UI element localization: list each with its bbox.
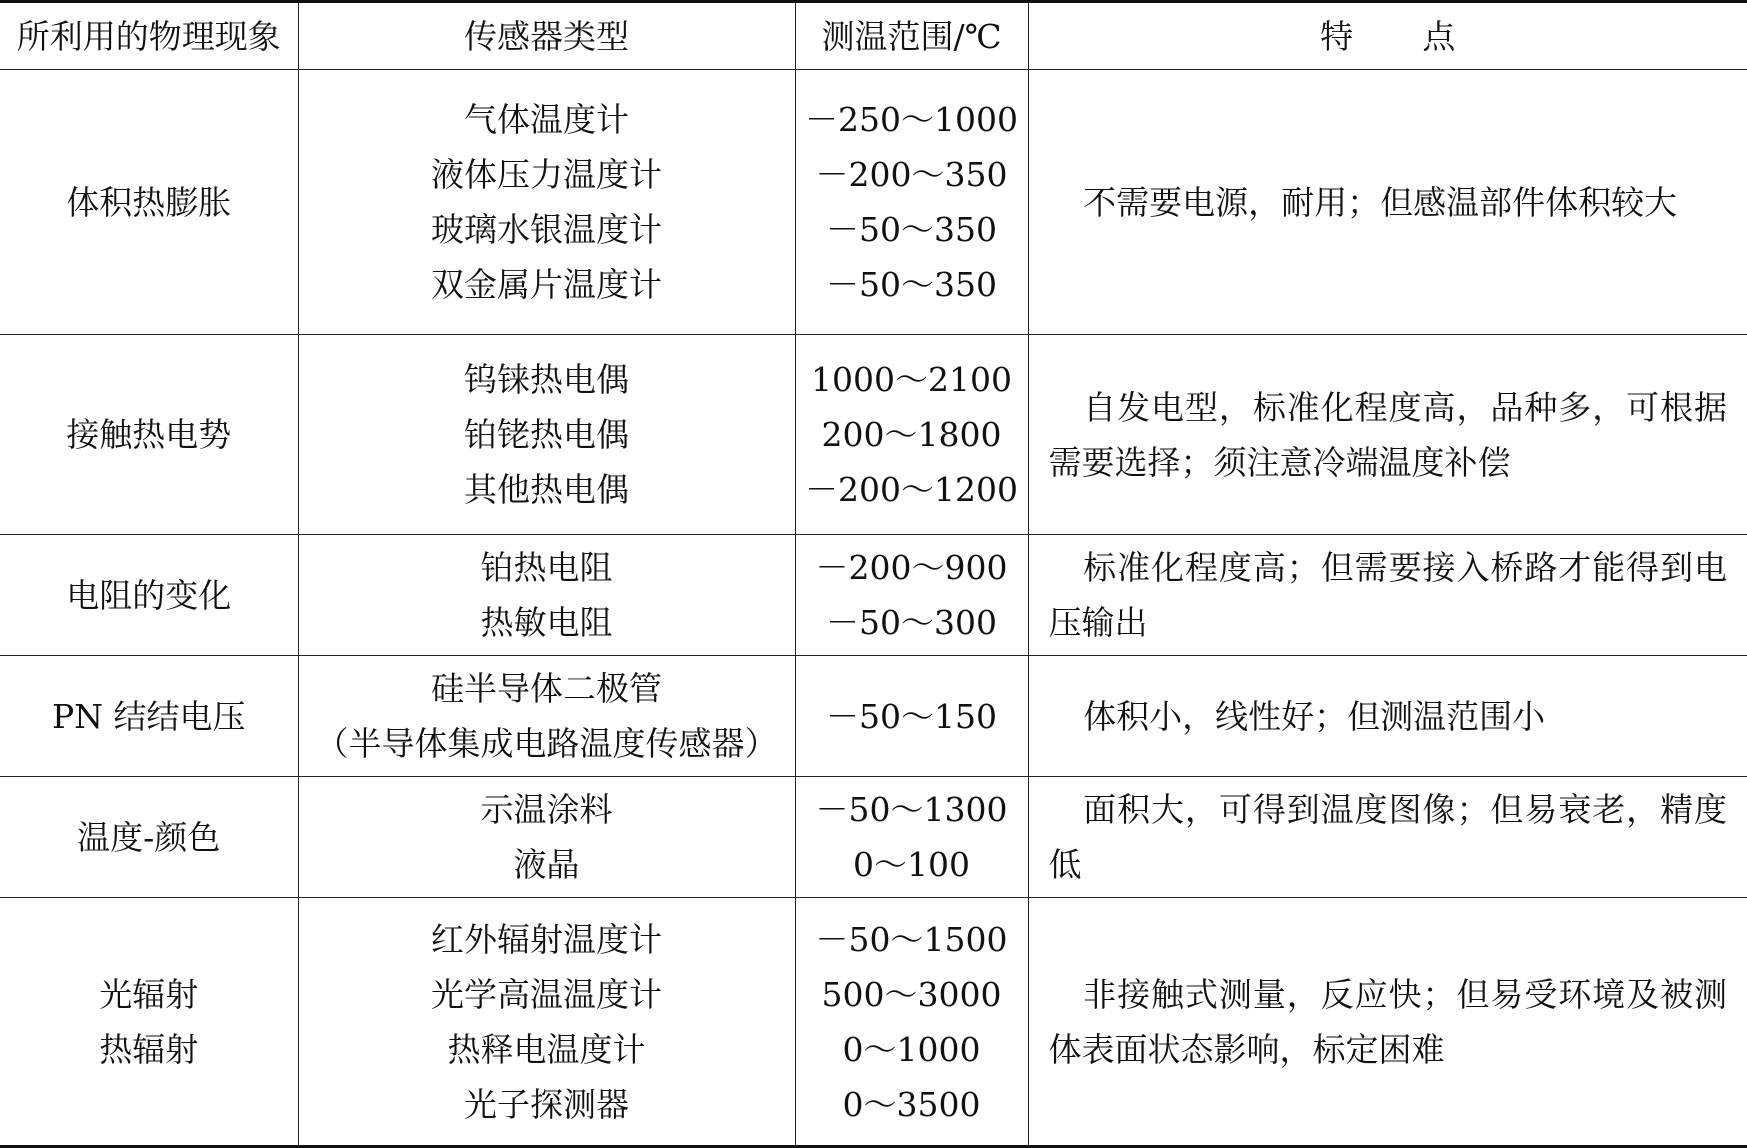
sensor-type: 钨铼热电偶 (464, 360, 629, 399)
temperature-range: 500～3000 (821, 974, 1002, 1014)
phenomenon-cell (0, 898, 298, 1147)
features-text: 不需要电源，耐用；但感温部件体积较大 (1083, 182, 1678, 222)
table-row (0, 656, 1747, 777)
sensor-type: 其他热电偶 (464, 470, 629, 509)
sensor-type: 热敏电阻 (480, 603, 613, 642)
features-cell (1028, 656, 1747, 777)
range-cell (795, 656, 1028, 777)
sensor-type: 示温涂料 (480, 790, 613, 829)
sensor-type: 光子探测器 (464, 1084, 629, 1124)
temperature-range: －50～300 (826, 603, 997, 642)
phenomenon-text: PN 结结电压 (51, 696, 246, 736)
temperature-range: 200～1800 (821, 415, 1002, 454)
temperature-range: －50～150 (826, 696, 997, 736)
phenomenon-text: 光辐射 (99, 974, 199, 1014)
sensor-type: 硅半导体二极管 (431, 669, 662, 708)
sensor-type-cell (298, 535, 795, 656)
header-temperature-range: 测温范围/℃ (795, 2, 1028, 70)
phenomenon-text: 温度-颜色 (77, 817, 221, 857)
temperature-range: －50～350 (826, 265, 997, 304)
sensor-type: 光学高温温度计 (431, 974, 662, 1014)
features-cell (1028, 777, 1747, 898)
sensor-type: 红外辐射温度计 (431, 919, 662, 959)
features-cell (1028, 898, 1747, 1147)
sensor-type-cell (298, 656, 795, 777)
sensor-type: 玻璃水银温度计 (431, 210, 662, 249)
header-features-label: 特点 (1320, 16, 1525, 56)
sensor-type: 热释电温度计 (447, 1029, 646, 1069)
range-cell (795, 898, 1028, 1147)
header-phenomenon: 所利用的物理现象 (0, 2, 298, 70)
range-cell (795, 535, 1028, 656)
sensor-type-cell (298, 777, 795, 898)
features-text: 面积大，可得到温度图像；但易衰老，精度低 (1048, 790, 1727, 884)
temperature-range: －200～350 (815, 155, 1008, 194)
temperature-range: 0～3500 (842, 1084, 981, 1124)
sensor-type: 液晶 (513, 845, 580, 884)
features-text: 标准化程度高；但需要接入桥路才能得到电压输出 (1048, 548, 1727, 642)
table-row (0, 70, 1747, 335)
range-cell (795, 70, 1028, 335)
sensor-type: 气体温度计 (464, 100, 629, 139)
phenomenon-text: 热辐射 (99, 1029, 199, 1069)
sensor-type: 双金属片温度计 (431, 265, 662, 304)
sensor-type: 铂铑热电偶 (464, 415, 629, 454)
temperature-range: －50～1300 (815, 790, 1008, 829)
features-cell (1028, 335, 1747, 535)
temperature-range: 0～100 (853, 845, 970, 884)
table-row (0, 535, 1747, 656)
temperature-range: －50～1500 (815, 919, 1008, 959)
temperature-range: 0～1000 (842, 1029, 981, 1069)
phenomenon-cell (0, 335, 298, 535)
phenomenon-cell (0, 777, 298, 898)
table-row (0, 898, 1747, 1147)
header-sensor-type: 传感器类型 (298, 2, 795, 70)
sensor-type: （半导体集成电路温度传感器） (315, 724, 778, 763)
phenomenon-cell (0, 656, 298, 777)
phenomenon-text: 接触热电势 (66, 415, 232, 454)
table-row (0, 335, 1747, 535)
sensor-type-cell (298, 335, 795, 535)
sensor-type: 铂热电阻 (480, 548, 613, 587)
temperature-range: －250～1000 (805, 100, 1018, 139)
sensor-type: 液体压力温度计 (431, 155, 662, 194)
table-header-row (0, 2, 1747, 70)
temperature-range: －200～900 (815, 548, 1008, 587)
header-features (1028, 2, 1747, 70)
sensor-type-cell (298, 70, 795, 335)
sensor-type-cell (298, 898, 795, 1147)
range-cell (795, 335, 1028, 535)
range-cell (795, 777, 1028, 898)
temperature-range: 1000～2100 (811, 360, 1012, 399)
phenomenon-text: 体积热膨胀 (66, 182, 232, 222)
phenomenon-cell (0, 535, 298, 656)
temperature-range: －50～350 (826, 210, 997, 249)
temperature-range: －200～1200 (805, 470, 1018, 509)
table-row (0, 777, 1747, 898)
features-text: 自发电型，标准化程度高，品种多，可根据需要选择；须注意冷端温度补偿 (1048, 387, 1727, 482)
features-text: 体积小，线性好；但测温范围小 (1083, 696, 1546, 736)
features-cell (1028, 70, 1747, 335)
phenomenon-text: 电阻的变化 (66, 575, 232, 615)
features-text: 非接触式测量，反应快；但易受环境及被测体表面状态影响，标定困难 (1048, 974, 1727, 1069)
features-cell (1028, 535, 1747, 656)
phenomenon-cell (0, 70, 298, 335)
